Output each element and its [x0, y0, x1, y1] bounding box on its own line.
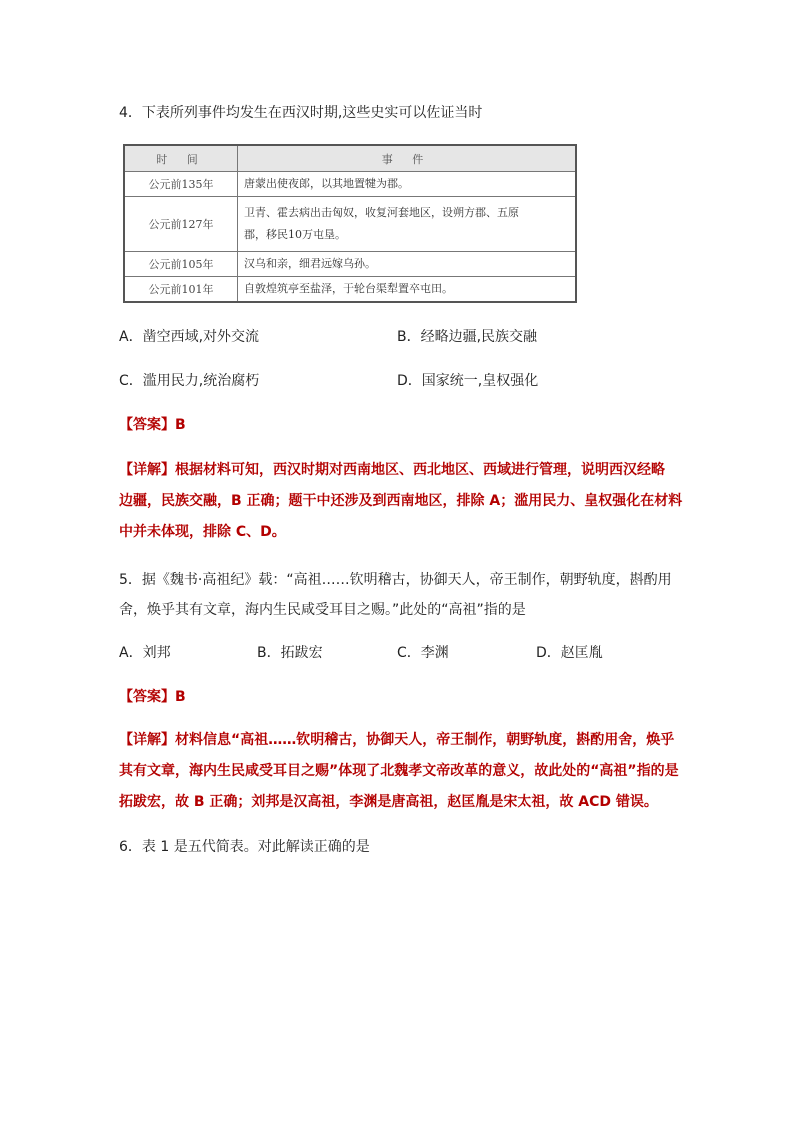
q5-explanation: [119, 725, 679, 818]
q5-option-a[interactable]: A．刘邦: [119, 645, 171, 661]
q5-option-b[interactable]: B．拓跋宏: [257, 645, 323, 661]
question-4-stem: 4．下表所列事件均发生在西汉时期,这些史实可以佐证当时: [119, 105, 483, 121]
table-header-event: 事 件: [238, 145, 577, 172]
explanation-line: 其有文章，海内生民咸受耳目之赐”体现了北魏孝文帝改革的意义，故此处的“高祖”指的是: [119, 763, 679, 779]
table-cell-time: 公元前135年: [124, 172, 238, 197]
event-text: 自敦煌筑亭至盐泽，于轮台渠犁置卒屯田。: [244, 281, 453, 295]
question-5-stem: [119, 565, 679, 625]
table-cell-event: [238, 172, 577, 197]
q5-option-c[interactable]: C．李渊: [397, 645, 449, 661]
stem-line: 5．据《魏书·高祖纪》载：“高祖……钦明稽古，协御天人，帝王制作，朝野轨度，斟酌用: [119, 572, 672, 588]
q5-option-d[interactable]: D．赵匡胤: [536, 645, 603, 661]
event-text: 郡，移民10万屯垦。: [244, 228, 346, 241]
explanation-line: 中并未体现，排除 C、D。: [119, 524, 286, 540]
table-cell-time: 公元前127年: [124, 197, 238, 252]
event-text: 汉乌和亲，细君远嫁乌孙。: [244, 257, 376, 270]
table-header-row: [124, 145, 576, 172]
table-cell-event: [238, 197, 577, 252]
event-text: 唐蒙出使夜郎，以其地置犍为郡。: [244, 177, 409, 190]
q5-answer: 【答案】B: [119, 689, 186, 705]
events-table: [123, 144, 577, 303]
table-row: [124, 252, 576, 277]
q4-option-a[interactable]: A．凿空西域,对外交流: [119, 329, 260, 345]
table-row: [124, 172, 576, 197]
explanation-line: 【详解】根据材料可知，西汉时期对西南地区、西北地区、西域进行管理，说明西汉经略: [119, 462, 665, 478]
q4-option-c[interactable]: C．滥用民力,统治腐朽: [119, 373, 260, 389]
table-cell-time: 公元前105年: [124, 252, 238, 277]
stem-line: 舍，焕乎其有文章，海内生民咸受耳目之赐。”此处的“高祖”指的是: [119, 602, 526, 618]
table-cell-event: [238, 277, 577, 302]
table-row: [124, 197, 576, 252]
table-cell-time: 公元前101年: [124, 277, 238, 302]
explanation-line: 【详解】材料信息“高祖……钦明稽古，协御天人，帝王制作，朝野轨度，斟酌用舍，焕乎: [119, 732, 675, 748]
q4-option-d[interactable]: D．国家统一,皇权强化: [397, 373, 539, 389]
explanation-line: 边疆，民族交融，B 正确；题干中还涉及到西南地区，排除 A；滥用民力、皇权强化在材料: [119, 493, 683, 509]
q4-answer: 【答案】B: [119, 417, 186, 433]
table-cell-event: [238, 252, 577, 277]
q4-option-b[interactable]: B．经略边疆,民族交融: [397, 329, 538, 345]
q4-explanation: [119, 455, 683, 548]
event-text: 卫青、霍去病出击匈奴，收复河套地区，设朔方郡、五原: [244, 206, 519, 219]
table-header-time: 时 间: [124, 145, 238, 172]
question-6-stem: 6．表 1 是五代简表。对此解读正确的是: [119, 839, 370, 855]
table-row: [124, 277, 576, 302]
explanation-line: 拓跋宏，故 B 正确；刘邦是汉高祖，李渊是唐高祖，赵匡胤是宋太祖，故 ACD 错误。: [119, 794, 658, 810]
